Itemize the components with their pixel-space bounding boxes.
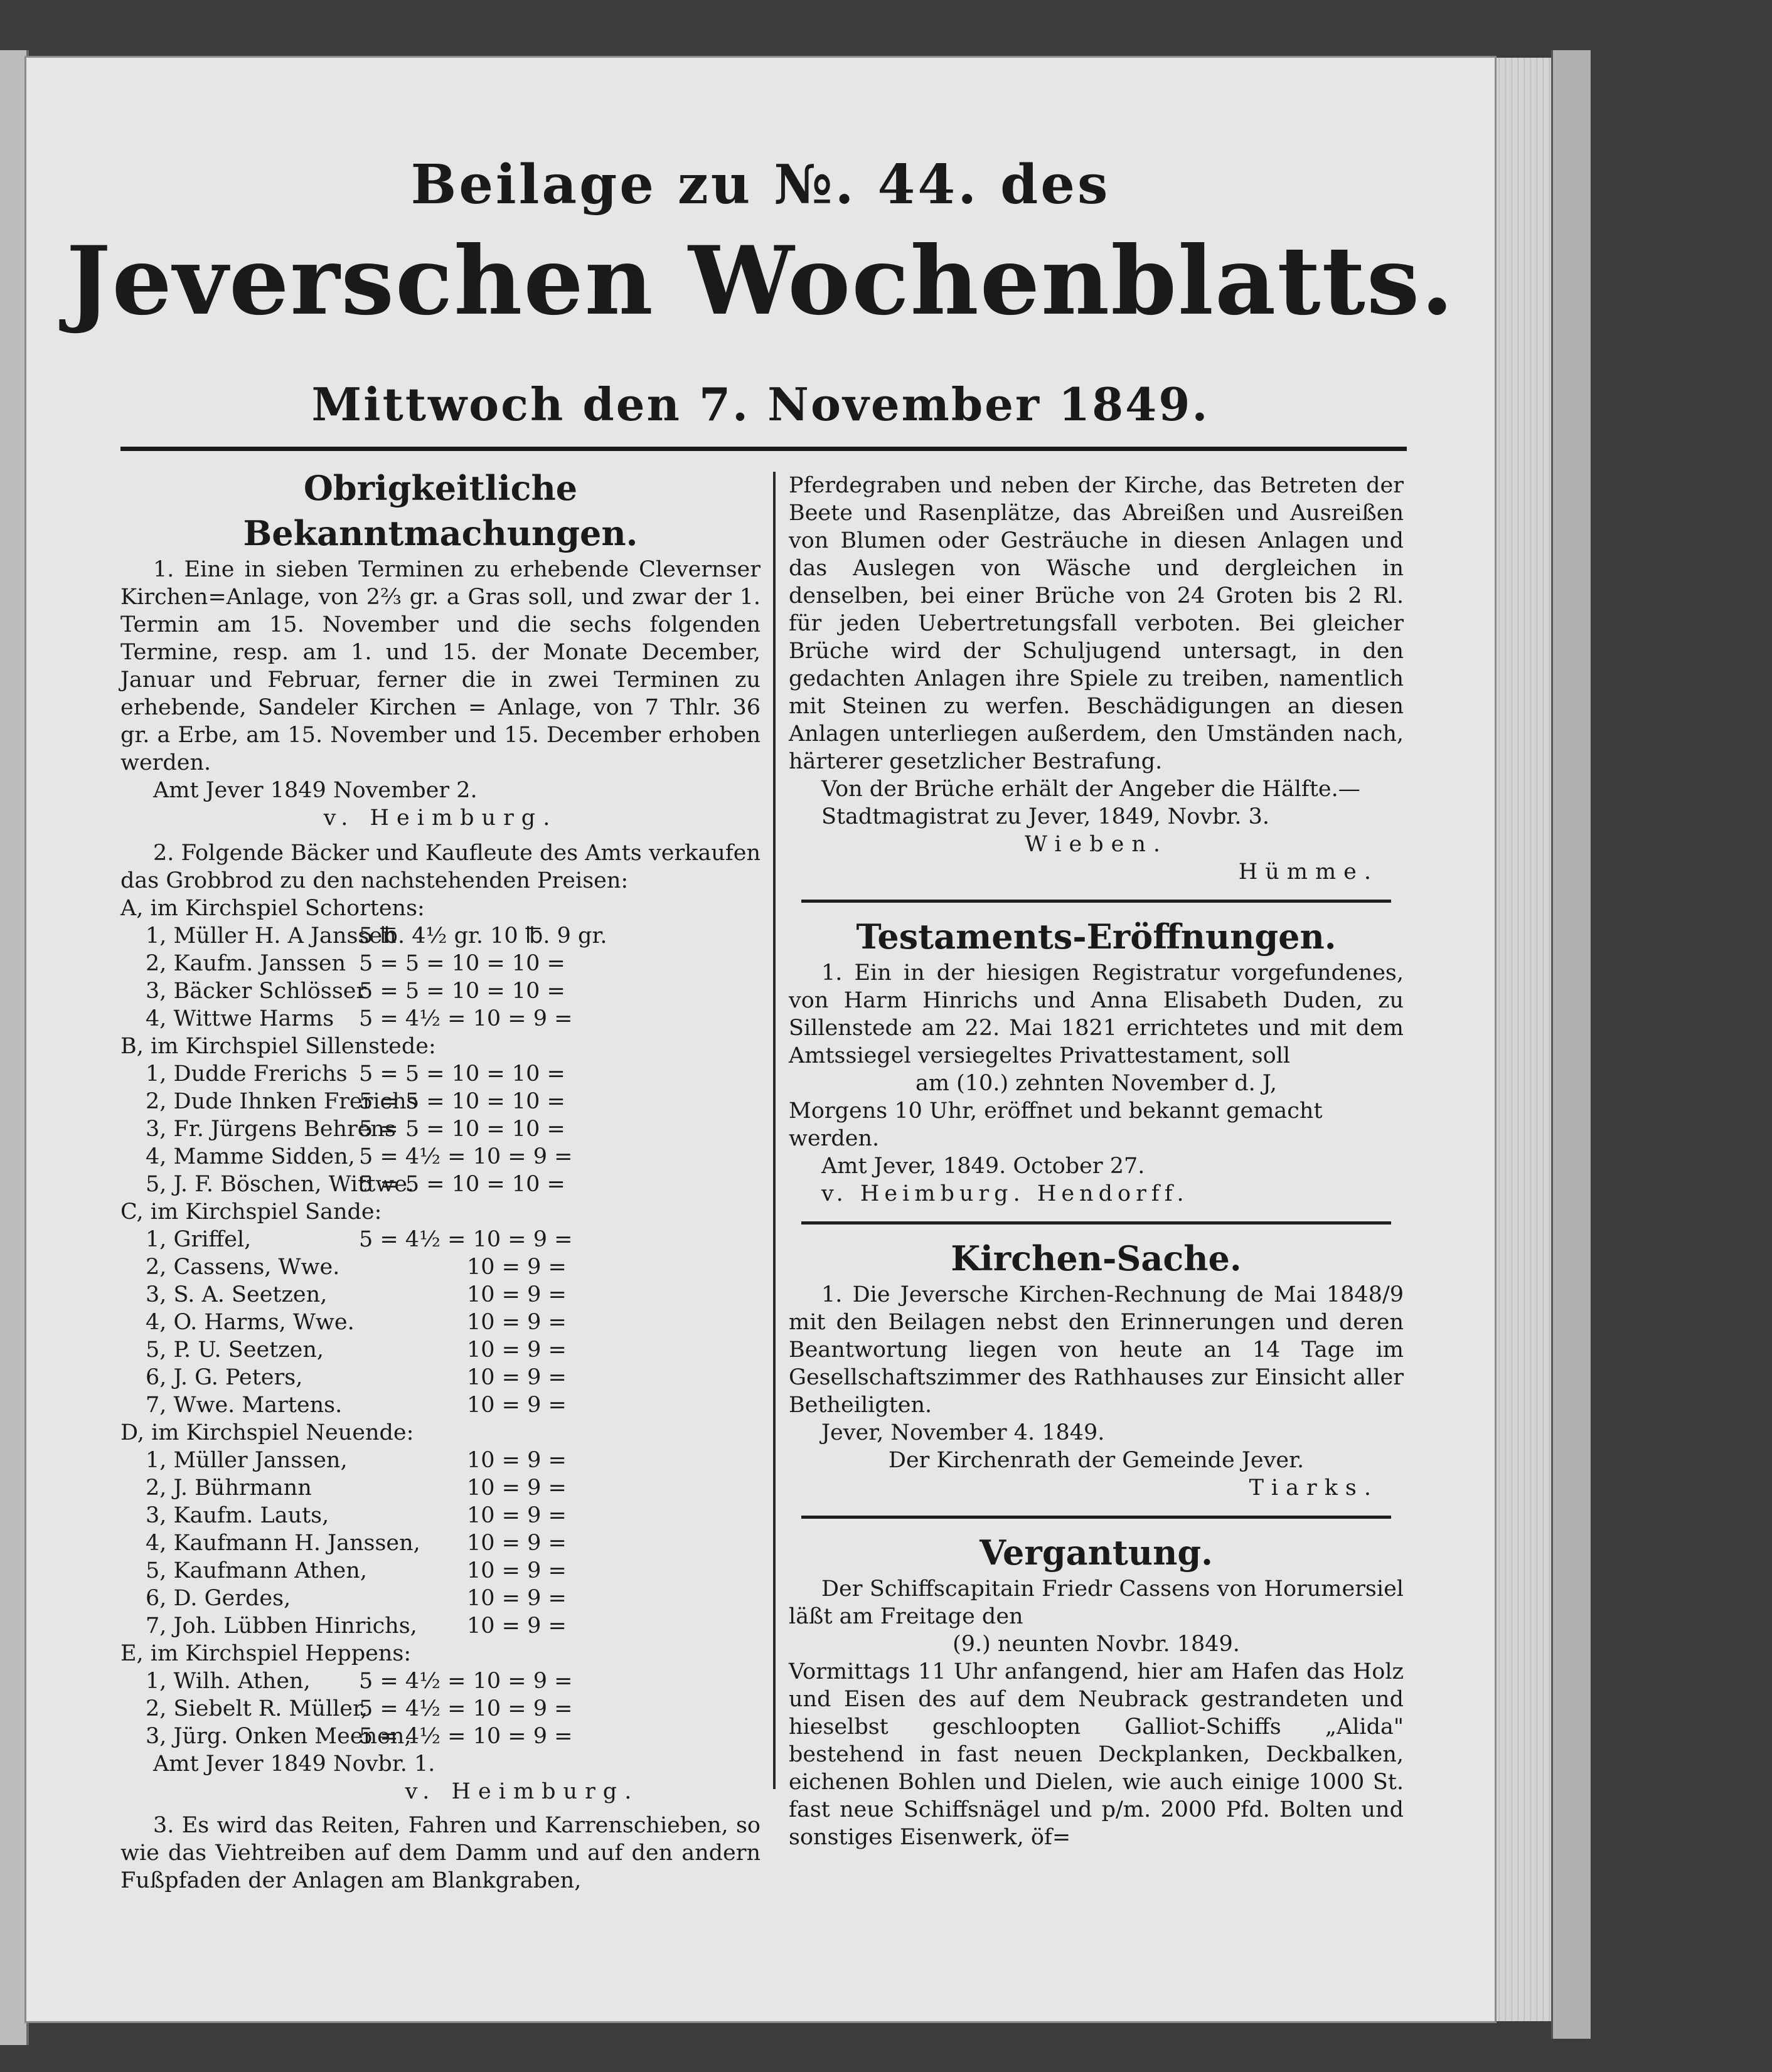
baker-name: 4, Kaufmann H. Janssen, [146,1531,420,1556]
table-row [120,1226,761,1253]
price-values: 10 = 9 = [467,1613,567,1639]
table-row [120,1281,761,1309]
price-values: 10 = 9 = [467,1255,567,1280]
table-row [120,1557,761,1585]
auction-date: (9.) neunten Novbr. 1849. [953,1632,1240,1657]
notice-3-text: 3. Es wird das Reiten, Fahren und Karrenschieben, so wie das Viehtreiben auf dem Damm und auf den andern Fußpfaden der Anlagen am Blankgraben, [120,1813,761,1893]
auction-continued: Vormittags 11 Uhr anfangend, hier am Hafen das Holz und Eisen des auf dem Neubrack gestrandeten und hieselbst geschloopten Galliot-Schiffs „Alida" bestehend in fast neuen Deckplanken, Deckbalken, eichenen Bohlen und Dielen, wie auch einige 1000 St. fast neue Schiffsnägel und p/m. 2000 Pfd. Bolten und sonstiges Eisenwerk, öf= [789,1659,1404,1850]
baker-name: 2, Kaufm. Janssen [146,951,346,976]
baker-name: 2, Siebelt R. Müller, [146,1696,368,1721]
price-values: 5 ℔. 4½ gr. 10 ℔. 9 gr. [359,923,607,948]
auction-text: Der Schiffscapitain Friedr Cassens von Horumersiel läßt am Freitage den [789,1576,1404,1629]
group-label: B, im Kirchspiel Sillenstede: [120,1034,436,1059]
masthead-date: Mittwoch den 7. November 1849. [311,378,1210,431]
notice-2-text: 2. Folgende Bäcker und Kaufleute des Amts verkaufen das Grobbrod zu den nachstehenden Preisen: [120,841,761,893]
price-values: 5 = 4½ = 10 = 9 = [359,1669,573,1694]
price-values: 5 = 4½ = 10 = 9 = [359,1724,573,1749]
price-values: 10 = 9 = [467,1503,567,1528]
price-values: 5 = 5 = 10 = 10 = [359,1061,565,1086]
baker-name: 2, Dude Ihnken Frerichs [146,1089,418,1114]
table-row [120,1115,761,1143]
testament-continued: Morgens 10 Uhr, eröffnet und bekannt gemacht werden. [789,1098,1323,1151]
price-values: 5 = 4½ = 10 = 9 = [359,1227,573,1252]
price-values: 10 = 9 = [467,1586,567,1611]
notice-2-signature: v. Heimburg. [405,1779,639,1804]
testament-signature: v. Heimburg. Hendorff. [821,1181,1189,1206]
table-row [120,1529,761,1557]
baker-name: 3, Jürg. Onken Meenen, [146,1724,412,1749]
baker-name: 1, Müller H. A Janssen [146,923,397,948]
testament-date: am (10.) zehnten November d. J, [915,1071,1278,1096]
book-cover-edge [1551,50,1591,2039]
table-row [120,950,761,977]
left-column [120,465,761,1894]
baker-name: 1, Wilh. Athen, [146,1669,311,1694]
notice-1-place-date: Amt Jever 1849 November 2. [153,778,478,803]
church-council: Der Kirchenrath der Gemeinde Jever. [888,1448,1305,1473]
group-d [120,1419,761,1640]
price-values: 10 = 9 = [467,1282,567,1307]
section-heading-official: Obrigkeitliche Bekanntmachungen. [243,468,638,553]
group-label: A, im Kirchspiel Schortens: [120,896,425,921]
notice-1-text: 1. Eine in sieben Terminen zu erhebende Clevernser Kirchen=Anlage, von 2⅔ gr. a Gras soll, und zwar der 1. Termin am 15. November und die sechs folgenden Termine, resp. am 1. und 15. der Monate December, Januar und Februar, ferner die in zwei Terminen zu erhebende, Sandeler Kirchen = Anlage, von 7 Thlr. 36 gr. a Erbe, am 15. November und 15. December erhoben werden. [120,557,761,775]
church-place-date: Jever, November 4. 1849. [821,1420,1105,1445]
masthead-supplement: Beilage zu №. 44. des [410,153,1111,216]
masthead-title: Jeverschen Wochenblatts. [66,226,1455,336]
table-row [120,1336,761,1364]
price-values: 5 = 4½ = 10 = 9 = [359,1696,573,1721]
table-row [120,1695,761,1723]
notice-3-signature-2: Hümme. [1238,859,1379,885]
baker-name: 2, J. Bührmann [146,1475,312,1501]
baker-name: 5, P. U. Seetzen, [146,1337,324,1363]
notice-3-reward: Von der Brüche erhält der Angeber die Hälfte.— [821,777,1360,802]
church-text: 1. Die Jeversche Kirchen-Rechnung de Mai 1848/9 mit den Beilagen nebst den Erinnerungen und deren Beantwortung liegen von heute an 14 Tage im Gesellschaftszimmer des Rathhauses zur Einsicht aller Betheiligten. [789,1282,1404,1418]
baker-name: 2, Cassens, Wwe. [146,1255,340,1280]
baker-name: 1, Müller Janssen, [146,1448,348,1473]
masthead-rule [120,447,1407,451]
baker-name: 7, Wwe. Martens. [146,1393,343,1418]
baker-name: 6, D. Gerdes, [146,1586,291,1611]
price-values: 5 = 5 = 10 = 10 = [359,1117,565,1142]
section-heading-church: Kirchen-Sache. [951,1238,1242,1278]
baker-name: 3, Bäcker Schlösser [146,979,367,1004]
baker-name: 5, J. F. Böschen, Wittwe. [146,1172,415,1197]
price-values: 5 = 5 = 10 = 10 = [359,1089,565,1114]
group-a [120,895,761,1033]
section-rule [801,1221,1391,1225]
book-binding [0,50,29,2045]
baker-name: 6, J. G. Peters, [146,1365,303,1390]
group-label: D, im Kirchspiel Neuende: [120,1420,414,1445]
baker-name: 4, O. Harms, Wwe. [146,1310,355,1335]
table-row [120,1391,761,1419]
notice-2-place-date: Amt Jever 1849 Novbr. 1. [153,1751,435,1777]
right-column [789,472,1404,1851]
table-row [120,1143,761,1171]
table-row [120,1309,761,1336]
price-values: 10 = 9 = [467,1448,567,1473]
baker-name: 4, Wittwe Harms [146,1006,334,1031]
page-stack-edge [1495,58,1551,2021]
notice-1-signature: v. Heimburg. [323,805,558,831]
price-values: 5 = 5 = 10 = 10 = [359,951,565,976]
notice-3-place-date: Stadtmagistrat zu Jever, 1849, Novbr. 3. [821,804,1270,829]
column-separator [773,472,776,1789]
price-values: 5 = 4½ = 10 = 9 = [359,1006,573,1031]
group-label: C, im Kirchspiel Sande: [120,1199,382,1225]
table-row [120,1474,761,1502]
testament-place-date: Amt Jever, 1849. October 27. [821,1154,1145,1179]
price-values: 10 = 9 = [467,1310,567,1335]
table-row [120,922,761,950]
section-rule [801,1516,1391,1519]
bakers-price-list [120,895,761,1750]
church-signature: Tiarks. [1249,1475,1379,1501]
baker-name: 7, Joh. Lübben Hinrichs, [146,1613,417,1639]
baker-name: 1, Griffel, [146,1227,252,1252]
group-e [120,1640,761,1750]
newspaper-page [26,58,1495,2021]
group-c [120,1198,761,1419]
baker-name: 3, Kaufm. Lauts, [146,1503,329,1528]
section-rule [801,900,1391,903]
price-values: 10 = 9 = [467,1475,567,1501]
table-row [120,1502,761,1529]
baker-name: 3, S. A. Seetzen, [146,1282,328,1307]
baker-name: 4, Mamme Sidden, [146,1144,355,1169]
table-row [120,1667,761,1695]
notice-3-continued: Pferdegraben und neben der Kirche, das Betreten der Beete und Rasenplätze, das Abreißen und Ausreißen von Blumen oder Gesträuche in diesen Anlagen und das Auslegen von Wäsche und dergleichen in denselben, bei einer Brüche von 24 Groten bis 2 Rl. für jeden Uebertretungsfall verboten. Bei gleicher Brüche wird der Schuljugend untersagt, in den gedachten Anlagen ihre Spiele zu treiben, namentlich mit Steinen zu werfen. Beschädigungen an diesen Anlagen unterliegen außerdem, den Umständen nach, härterer gesetzlicher Bestrafung. [789,473,1404,774]
table-row [120,977,761,1005]
group-label: E, im Kirchspiel Heppens: [120,1641,412,1666]
price-values: 10 = 9 = [467,1558,567,1583]
price-values: 5 = 5 = 10 = 10 = [359,979,565,1004]
price-values: 10 = 9 = [467,1531,567,1556]
notice-3-signature-1: Wieben. [1024,832,1168,857]
table-row [120,1585,761,1612]
price-values: 10 = 9 = [467,1337,567,1363]
group-b [120,1033,761,1198]
baker-name: 5, Kaufmann Athen, [146,1558,367,1583]
table-row [120,1171,761,1198]
price-values: 5 = 4½ = 10 = 9 = [359,1144,573,1169]
testament-text: 1. Ein in der hiesigen Registratur vorgefundenes, von Harm Hinrichs und Anna Elisabeth Duden, zu Sillenstede am 22. Mai 1821 errichtetes und mit dem Amtssiegel versiegeltes Privattestament, soll [789,960,1404,1068]
section-heading-testaments: Testaments-Eröffnungen. [856,916,1337,957]
price-values: 10 = 9 = [467,1365,567,1390]
baker-name: 3, Fr. Jürgens Behrens [146,1117,396,1142]
table-row [120,1364,761,1391]
section-heading-auction: Vergantung. [979,1533,1213,1573]
table-row [120,1005,761,1033]
table-row [120,1060,761,1088]
price-values: 10 = 9 = [467,1393,567,1418]
baker-name: 1, Dudde Frerichs [146,1061,348,1086]
table-row [120,1447,761,1474]
table-row [120,1088,761,1115]
table-row [120,1612,761,1640]
table-row [120,1253,761,1281]
table-row [120,1723,761,1750]
price-values: 5 = 5 = 10 = 10 = [359,1172,565,1197]
